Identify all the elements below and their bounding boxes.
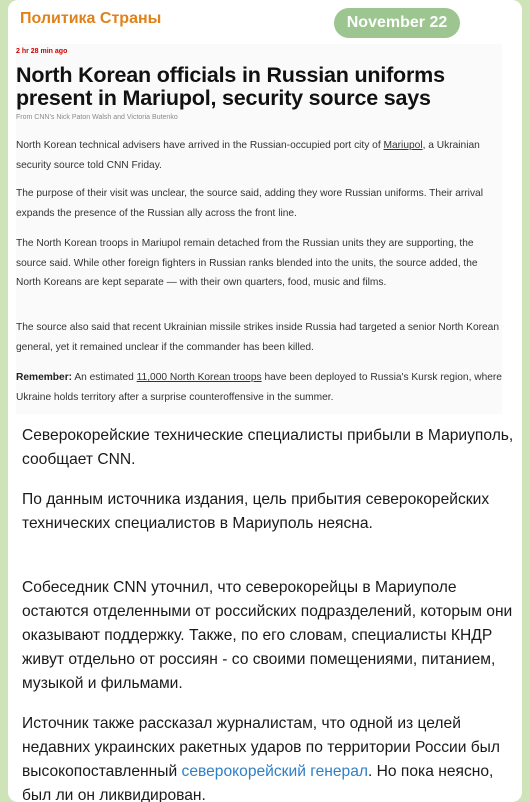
- article-headline: North Korean officials in Russian uniforms present in Mariupol, security source says: [16, 63, 445, 110]
- article-paragraph: Remember: An estimated 11,000 North Korean troops have been deployed to Russia's Kursk region, where Ukraine holds territory after a surprise counteroffensive in the summer.: [16, 372, 502, 403]
- article-paragraph: The purpose of their visit was unclear, the source said, adding they wore Russian uniforms. Their arrival expands the presence of the Russian ally across the front line.: [16, 188, 483, 219]
- message-paragraph: Собеседник CNN уточнил, что северокорейцы в Мариуполе остаются отделенными от российских подразделений, которым они оказывают поддержку. Также, по его словам, специалисты КНДР живут отдельно от россиян - со своими помещениями, питанием, музыкой и фильмами.: [22, 579, 513, 692]
- article-screenshot[interactable]: [16, 44, 502, 414]
- message-paragraph: Северокорейские технические специалисты прибыли в Мариуполь, сообщает CNN.: [22, 427, 514, 468]
- article-paragraph: The North Korean troops in Mariupol remain detached from the Russian units they are supporting, the source said. While other foreign fighters in Russian ranks blended into the units, the source added, the North Koreans are kept separate — with their own quarters, food, music and films.: [16, 238, 478, 288]
- article-link-troops: 11,000 North Korean troops: [136, 372, 262, 383]
- article-timestamp: 2 hr 28 min ago: [16, 48, 68, 55]
- article-byline: From CNN’s Nick Paton Walsh and Victoria Butenko: [16, 114, 178, 121]
- article-paragraph: The source also said that recent Ukrainian missile strikes inside Russia had targeted a senior North Korean general, yet it remained unclear if the commander has been killed.: [16, 322, 500, 353]
- date-pill: November 22: [334, 8, 460, 38]
- message-paragraph: По данным источника издания, цель прибытия северокорейских технических специалистов в Мариуполь неясна.: [22, 491, 490, 532]
- remember-label: Remember:: [16, 372, 73, 383]
- article-link-mariupol: Mariupol: [383, 140, 423, 151]
- message-paragraph: Источник также рассказал журналистам, что одной из целей недавних украинских ракетных ударов по территории России был высокопоставленный северокорейский генерал. Но пока неясно, был ли он ликвидирован.: [22, 715, 500, 802]
- channel-name[interactable]: Политика Страны: [20, 10, 162, 27]
- message-bubble: [8, 0, 522, 802]
- general-link[interactable]: северокорейский генерал: [181, 763, 368, 780]
- article-paragraph: North Korean technical advisers have arrived in the Russian-occupied port city of Mariupol, a Ukrainian security source told CNN Friday.: [16, 140, 480, 171]
